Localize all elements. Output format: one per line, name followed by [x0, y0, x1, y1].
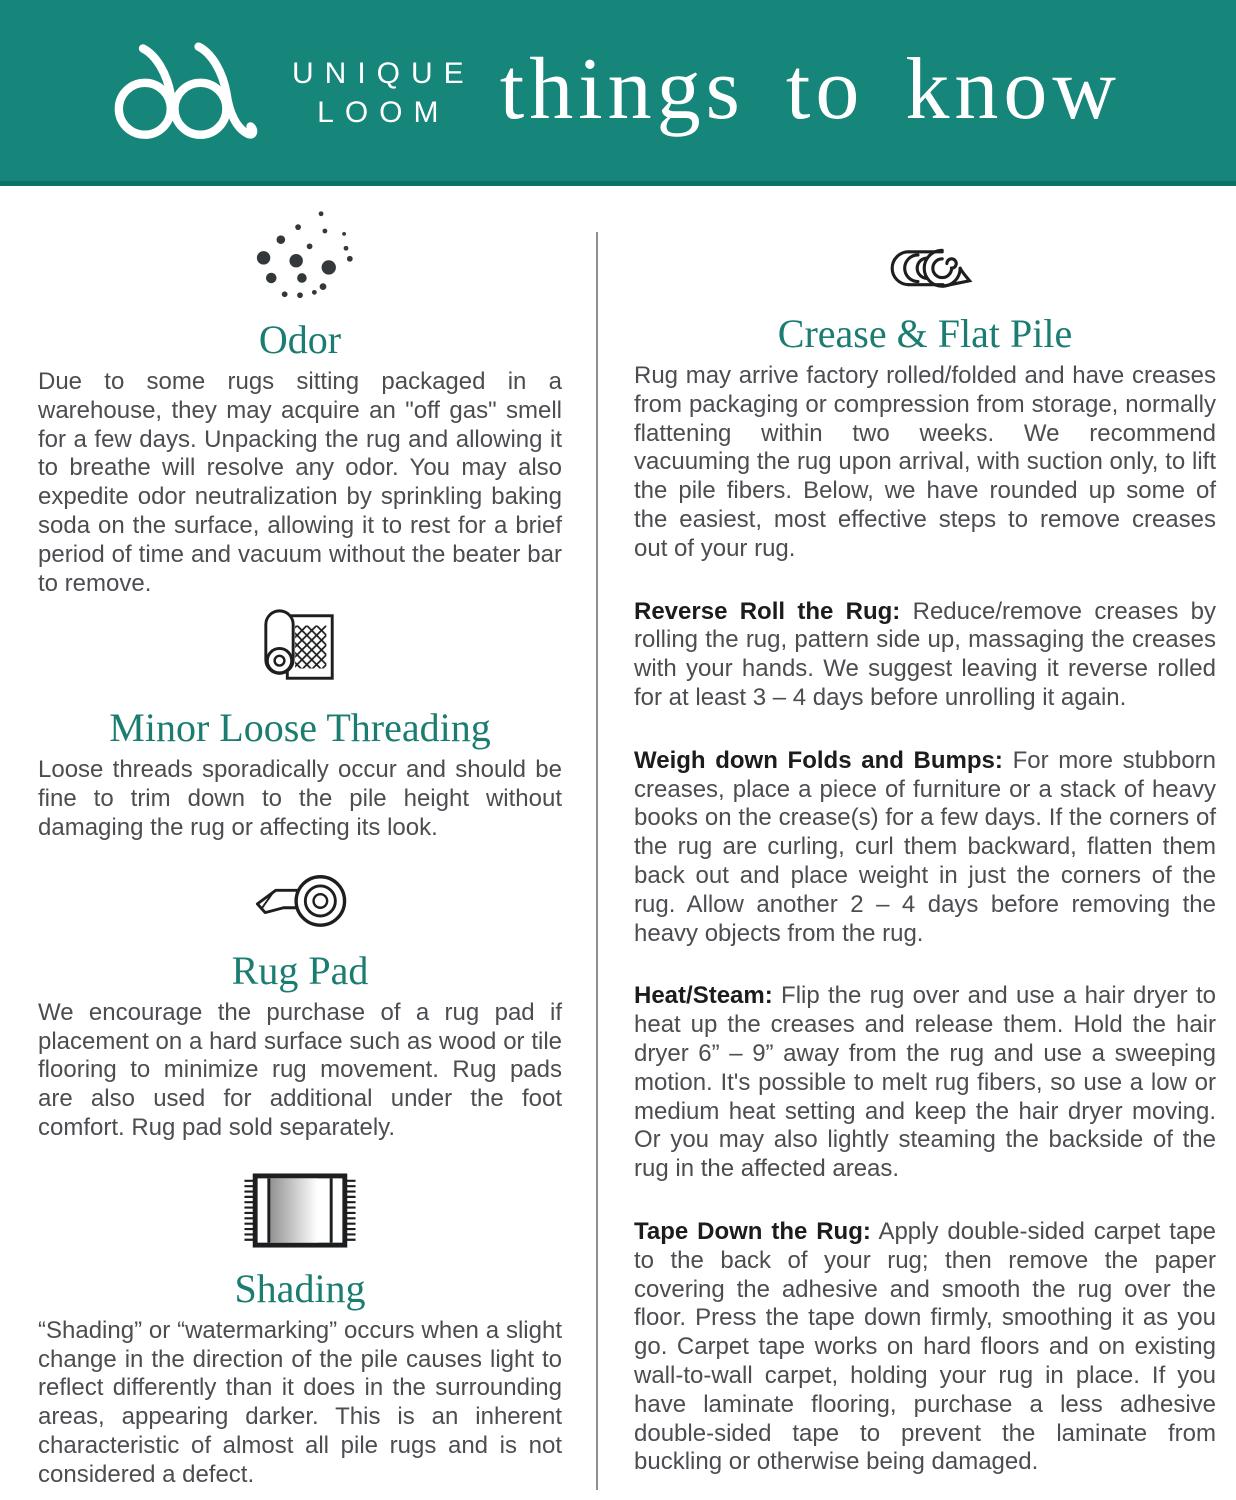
section-heading-rugpad: Rug Pad — [231, 947, 369, 993]
tip-tape-down-text: Apply double-sided carpet tape to the back of your rug; then remove the paper covering the adhesive and smooth the rug over the floor. Press the tape down firmly, smoothing it as you go. Carpet tape works on hard floors and on existing wall-to-wall carpet, holding your rug in place. If you have laminate flooring, purchase a less adhesive double-sided tape to prevent the laminate from buckling or otherwise being damaged. — [634, 1217, 1217, 1476]
header — [0, 0, 1236, 186]
section-body-threading: Loose threads sporadically occur and should be fine to trim down to the pile height without damaging the rug or affecting its look. — [38, 756, 562, 841]
section-body-rugpad: We encourage the purchase of a rug pad if placement on a hard surface such as wood or tile flooring to minimize rug movement. Rug pads are also used for additional under the foot comfort. Rug pad sold separately. — [38, 998, 562, 1141]
brand-line-2: LOOM — [317, 96, 450, 129]
odor-dots-icon — [38, 208, 562, 300]
rolled-rug-crosshatch-icon — [38, 606, 562, 688]
brand-line-1: UNIQUE — [292, 57, 475, 90]
section-odor — [38, 208, 562, 598]
section-body-shading: “Shading” or “watermarking” occurs when a slight change in the direction of the pile causes light to reflect differently than it does in the surrounding areas, appearing darker. This is an inherent characteristic of almost all pile rugs and is not considered a defect. — [38, 1316, 562, 1488]
tip-tape-down — [634, 1218, 1216, 1477]
tip-weigh-down — [634, 747, 1216, 949]
section-crease — [634, 244, 1216, 1477]
column-divider — [596, 232, 598, 1490]
tip-weigh-down-label: Weigh down Folds and Bumps: — [634, 746, 1003, 774]
content-area — [0, 186, 1236, 1490]
page-title: things to know — [499, 40, 1121, 138]
section-heading-threading: Minor Loose Threading — [109, 705, 491, 751]
tip-tape-down-label: Tape Down the Rug: — [634, 1217, 871, 1245]
tip-reverse-roll — [634, 598, 1216, 713]
section-threading — [38, 606, 562, 842]
right-column — [634, 186, 1216, 1490]
section-rugpad — [38, 869, 562, 1143]
shaded-rug-fringe-icon — [38, 1173, 562, 1249]
rug-pad-roll-icon — [38, 869, 562, 931]
tip-heat-steam-text: Flip the rug over and use a hair dryer to heat up the creases and release them. Hold the hair dryer 6” – 9” away from the rug and use a sweeping motion. It's possible to melt rug fibers, so use a low or medium heat setting and keep the hair dryer moving. Or you may also lightly steaming the backside of the rug in the affected areas. — [634, 982, 1216, 1183]
tip-reverse-roll-label: Reverse Roll the Rug: — [634, 597, 901, 625]
brand — [112, 42, 475, 144]
section-shading — [38, 1173, 562, 1490]
section-heading-odor: Odor — [258, 317, 342, 362]
section-body-odor: Due to some rugs sitting packaged in a warehouse, they may acquire an "off gas" smell for a few days. Unpacking the rug and allowing it to breathe will resolve any odor. You may also expedite odor neutralization by sprinkling baking soda on the surface, allowing it to rest for a brief period of time and vacuum without the beater bar to remove. — [38, 368, 562, 597]
section-heading-crease: Crease & Flat Pile — [777, 311, 1073, 356]
left-column — [38, 186, 562, 1490]
unique-loom-logo-icon — [112, 42, 262, 144]
tip-heat-steam — [634, 982, 1216, 1184]
tip-reverse-roll-text: Reduce/remove creases by rolling the rug, pattern side up, massaging the creases with your hands. We suggest leaving it reverse rolled for at least 3 – 4 days before unrolling it again. — [634, 597, 1217, 711]
section-intro-crease: Rug may arrive factory rolled/folded and have creases from packaging or compression from storage, normally flattening within two weeks. We recommend vacuuming the rug upon arrival, with suction only, to lift the pile fibers. Below, we have rounded up some of the easiest, most effective steps to remove creases out of your rug. — [634, 362, 1216, 562]
rolled-rug-spiral-icon — [634, 244, 1216, 294]
tip-heat-steam-label: Heat/Steam: — [634, 982, 773, 1010]
brand-name — [292, 54, 475, 132]
tip-weigh-down-text: For more stubborn creases, place a piece of furniture or a stack of heavy books on the crease(s) for a few days. If the corners of the rug are curling, curl them backward, flatten them back out and place weight in just the corners of the rug. Allow another 2 – 4 days before removing the heavy objects from the rug. — [634, 746, 1217, 947]
section-heading-shading: Shading — [234, 1265, 366, 1311]
